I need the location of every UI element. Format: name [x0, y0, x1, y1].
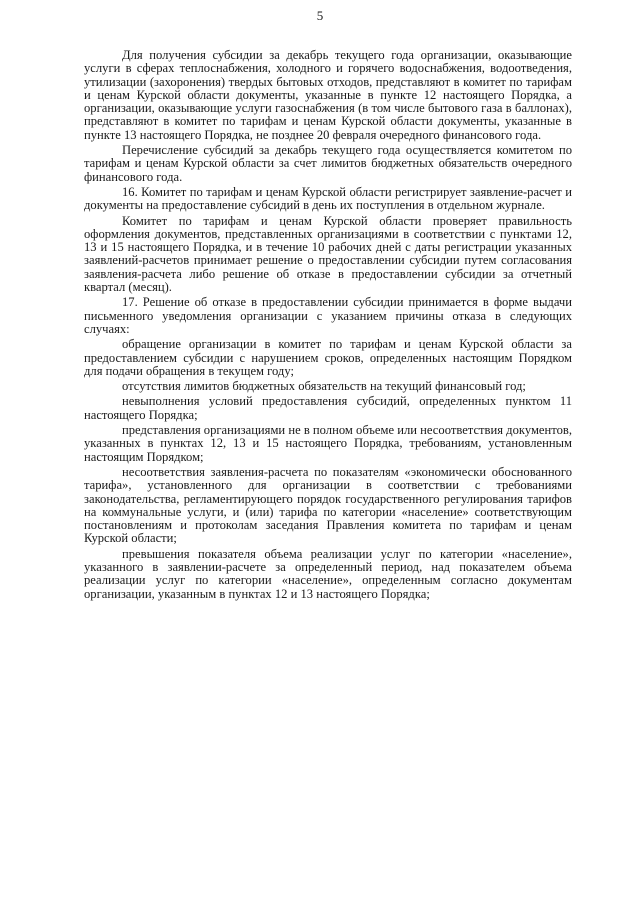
paragraph-december-subsidy-transfer: Перечисление субсидий за декабрь текущего года осуществляется комитетом по тарифам и ценам Курской области за счет лимитов бюджетных обязательств очередного финансового года. — [84, 143, 572, 184]
paragraph-december-subsidy-documents: Для получения субсидии за декабрь текущего года организации, оказывающие услуги в сферах теплоснабжения, холодного и горячего водоснабжения, водоотведения, утилизации (захоронения) твердых бытовых отходов, представляют в комитет по тарифам и ценам Курской области документы, указанные в пункте 12 настоящего Порядка, а организации, оказывающие услуги газоснабжения (в том числе бытового газа в баллонах), представляют в комитет по тарифам и ценам Курской области документы, указанные в пункте 13 настоящего Порядка, не позднее 20 февраля очередного финансового года. — [84, 48, 572, 142]
refusal-case-deadline-violation: обращение организации в комитет по тарифам и ценам Курской области за предоставлением субсидии с нарушением сроков, определенных настоящим Порядком для подачи обращения в текущем году; — [84, 337, 572, 378]
document-body — [84, 49, 572, 603]
refusal-case-conditions-not-met: невыполнения условий предоставления субсидий, определенных пунктом 11 настоящего Порядка; — [84, 394, 572, 422]
refusal-case-no-budget-limits: отсутствия лимитов бюджетных обязательств на текущий финансовый год; — [122, 379, 526, 394]
refusal-case-tariff-mismatch: несоответствия заявления-расчета по показателям «экономически обоснованного тарифа», установленного для организации в соответствии с требованиями законодательства, регламентирующего порядок государственного регулирования тарифов на коммунальные услуги, и (или) тарифа по категории «население» соответствующим постановлениям и протоколам заседания Правления комитета по тарифам и ценам Курской области; — [84, 464, 572, 546]
refusal-case-volume-excess: превышения показателя объема реализации услуг по категории «население», указанного в заявлении-расчете за определенный период, над показателем объема реализации услуг по категории «население», определенным согласно документам организации, указанным в пунктах 12 и 13 настоящего Порядка; — [84, 546, 572, 601]
paragraph-item-16-registration: 16. Комитет по тарифам и ценам Курской области регистрирует заявление-расчет и документы на предоставление субсидий в день их поступления в отдельном журнале. — [84, 184, 572, 213]
paragraph-item-17-refusal: 17. Решение об отказе в предоставлении субсидии принимается в форме выдачи письменного уведомления организации с указанием причины отказа в следующих случаях: — [84, 295, 572, 336]
page-number: 5 — [316, 8, 324, 23]
refusal-case-incomplete-documents: представления организациями не в полном объеме или несоответствия документов, указанных в пунктах 12, 13 и 15 настоящего Порядка, требованиям, установленным настоящим Порядком; — [84, 423, 572, 464]
paragraph-document-verification: Комитет по тарифам и ценам Курской области проверяет правильность оформления документов, представленных организациями в соответствии с пунктами 12, 13 и 15 настоящего Порядка, и в течение 10 рабочих дней с даты регистрации указанных заявлений-расчетов принимает решение о предоставлении субсидии путем согласования заявления-расчета либо решение об отказе в предоставлении субсидии за отчетный квартал (месяц). — [84, 213, 572, 295]
